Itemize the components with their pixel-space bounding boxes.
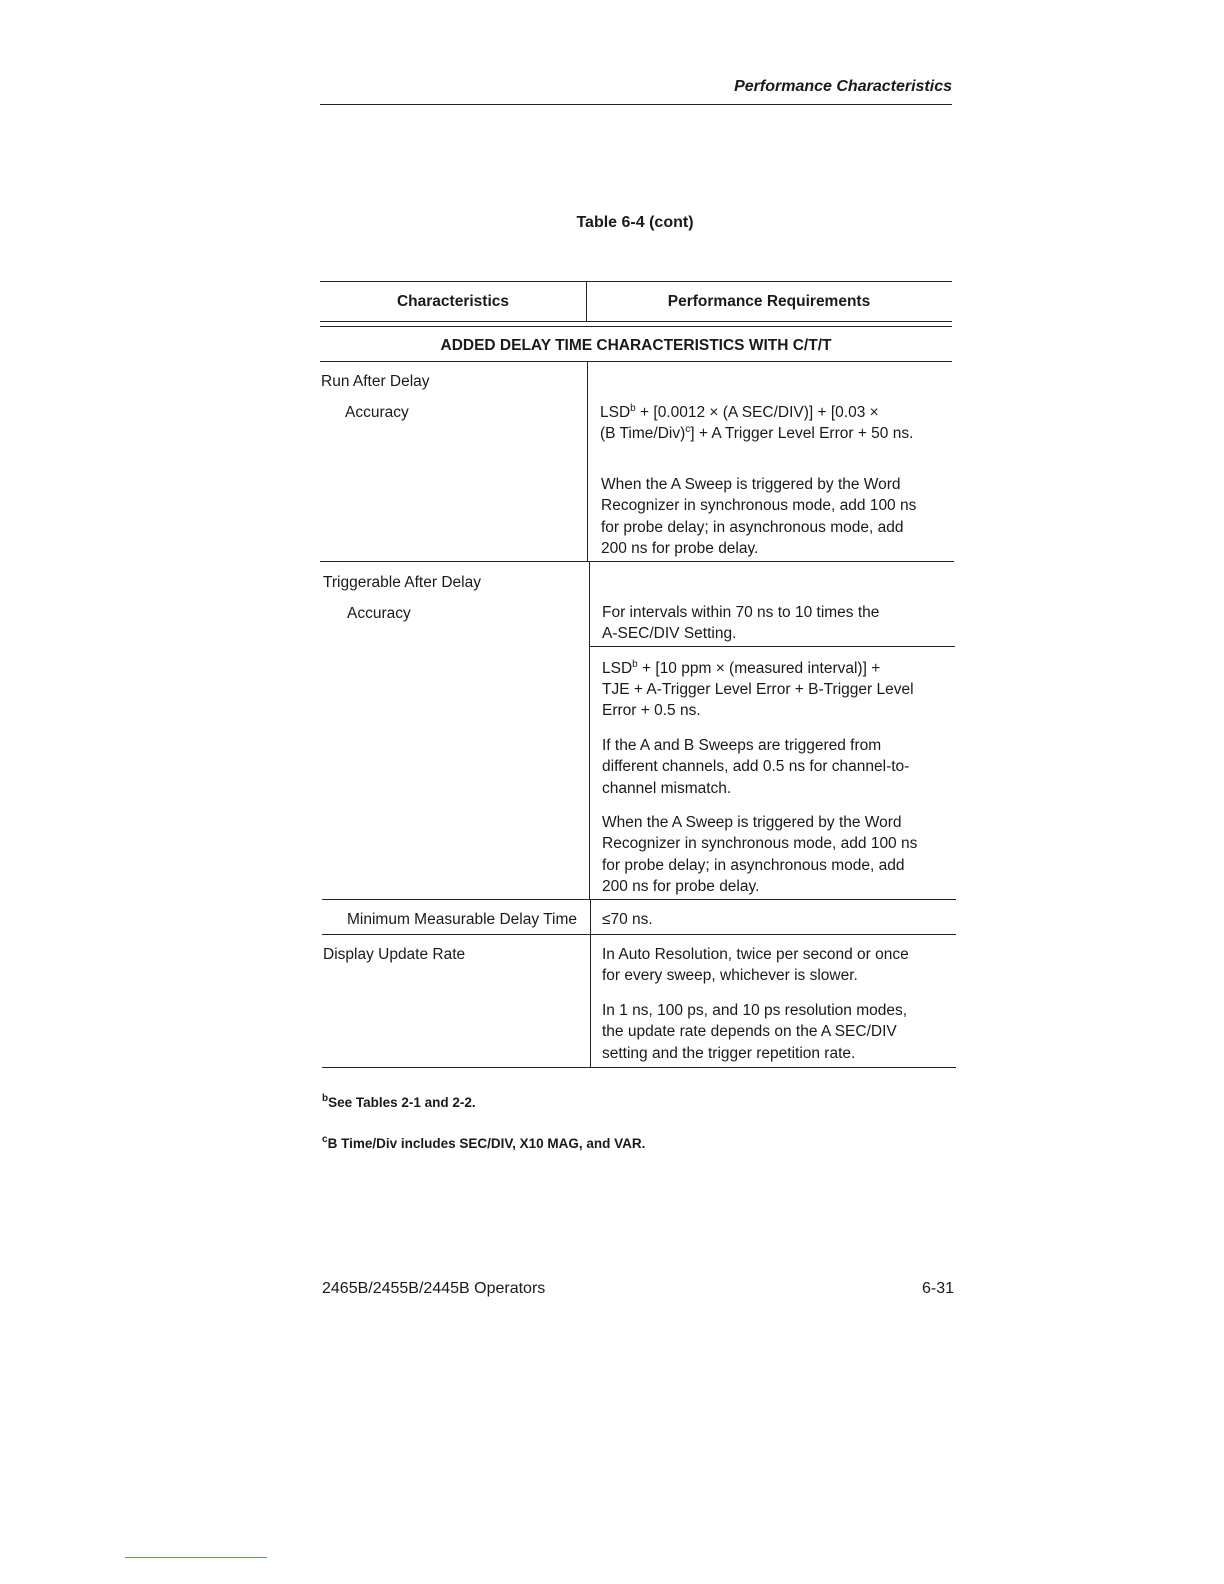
- col-header-characteristics: Characteristics: [396, 293, 509, 310]
- header-rule-1: [320, 321, 952, 322]
- triggerable-formula-line2: TJE + A-Trigger Level Error + B-Trigger Level: [602, 681, 914, 698]
- scan-edge-line: [125, 1557, 267, 1558]
- table-title: Table 6-4 (cont): [576, 214, 694, 231]
- run-after-delay-label: Run After Delay: [321, 373, 430, 390]
- triggerable-after-delay-label: Triggerable After Delay: [323, 574, 481, 591]
- run-after-delay-accuracy-label: Accuracy: [345, 404, 409, 421]
- min-delay-label: Minimum Measurable Delay Time: [347, 911, 577, 928]
- subrow-rule: [589, 646, 955, 647]
- run-after-delay-formula-line1: $LSD^b + [0.0012 \times (A$ SEC/DIV)] + [0.03 ×: [600, 403, 879, 421]
- min-delay-value: ≤70 ns.: [602, 911, 653, 928]
- display-update-rate-label: Display Update Rate: [323, 946, 466, 963]
- manual-title: 2465B/2455B/2445B Operators: [322, 1280, 546, 1297]
- footnote-b: $^b$See Tables 2-1 and 2-2.: [322, 1093, 476, 1110]
- footnote-c: $^c$B Time/Div includes SEC/DIV, X10 MAG, and VAR.: [322, 1134, 646, 1151]
- triggerable-formula-line3: Error + 0.5 ns.: [602, 702, 701, 719]
- col-header-performance: Performance Requirements: [667, 293, 871, 310]
- table-top-rule: [320, 281, 952, 282]
- col-divider-3: [590, 899, 591, 934]
- col-divider-1: [587, 361, 588, 561]
- running-header: [320, 78, 952, 105]
- row-rule-3: [322, 934, 956, 935]
- section-title: Performance Characteristics: [734, 78, 952, 95]
- row-rule-2: [322, 899, 956, 900]
- section-heading: ADDED DELAY TIME CHARACTERISTICS WITH C/T/T: [440, 337, 832, 354]
- col-divider-4: [590, 934, 591, 1067]
- row-rule-1: [320, 561, 954, 562]
- triggerable-formula-line1: $LSD^b + [10$ ppm × (measured interval)] +: [602, 659, 881, 677]
- table-bottom-rule: [322, 1067, 956, 1068]
- run-after-delay-formula-line2: (B Time/Div)$^c$] + A Trigger Level Error + 50 ns.: [600, 424, 914, 442]
- col-divider-2: [589, 561, 590, 899]
- page-number: 6-31: [922, 1280, 955, 1297]
- section-rule: [320, 361, 952, 362]
- header-rule-2: [320, 326, 952, 327]
- triggerable-after-delay-accuracy-label: Accuracy: [347, 605, 411, 622]
